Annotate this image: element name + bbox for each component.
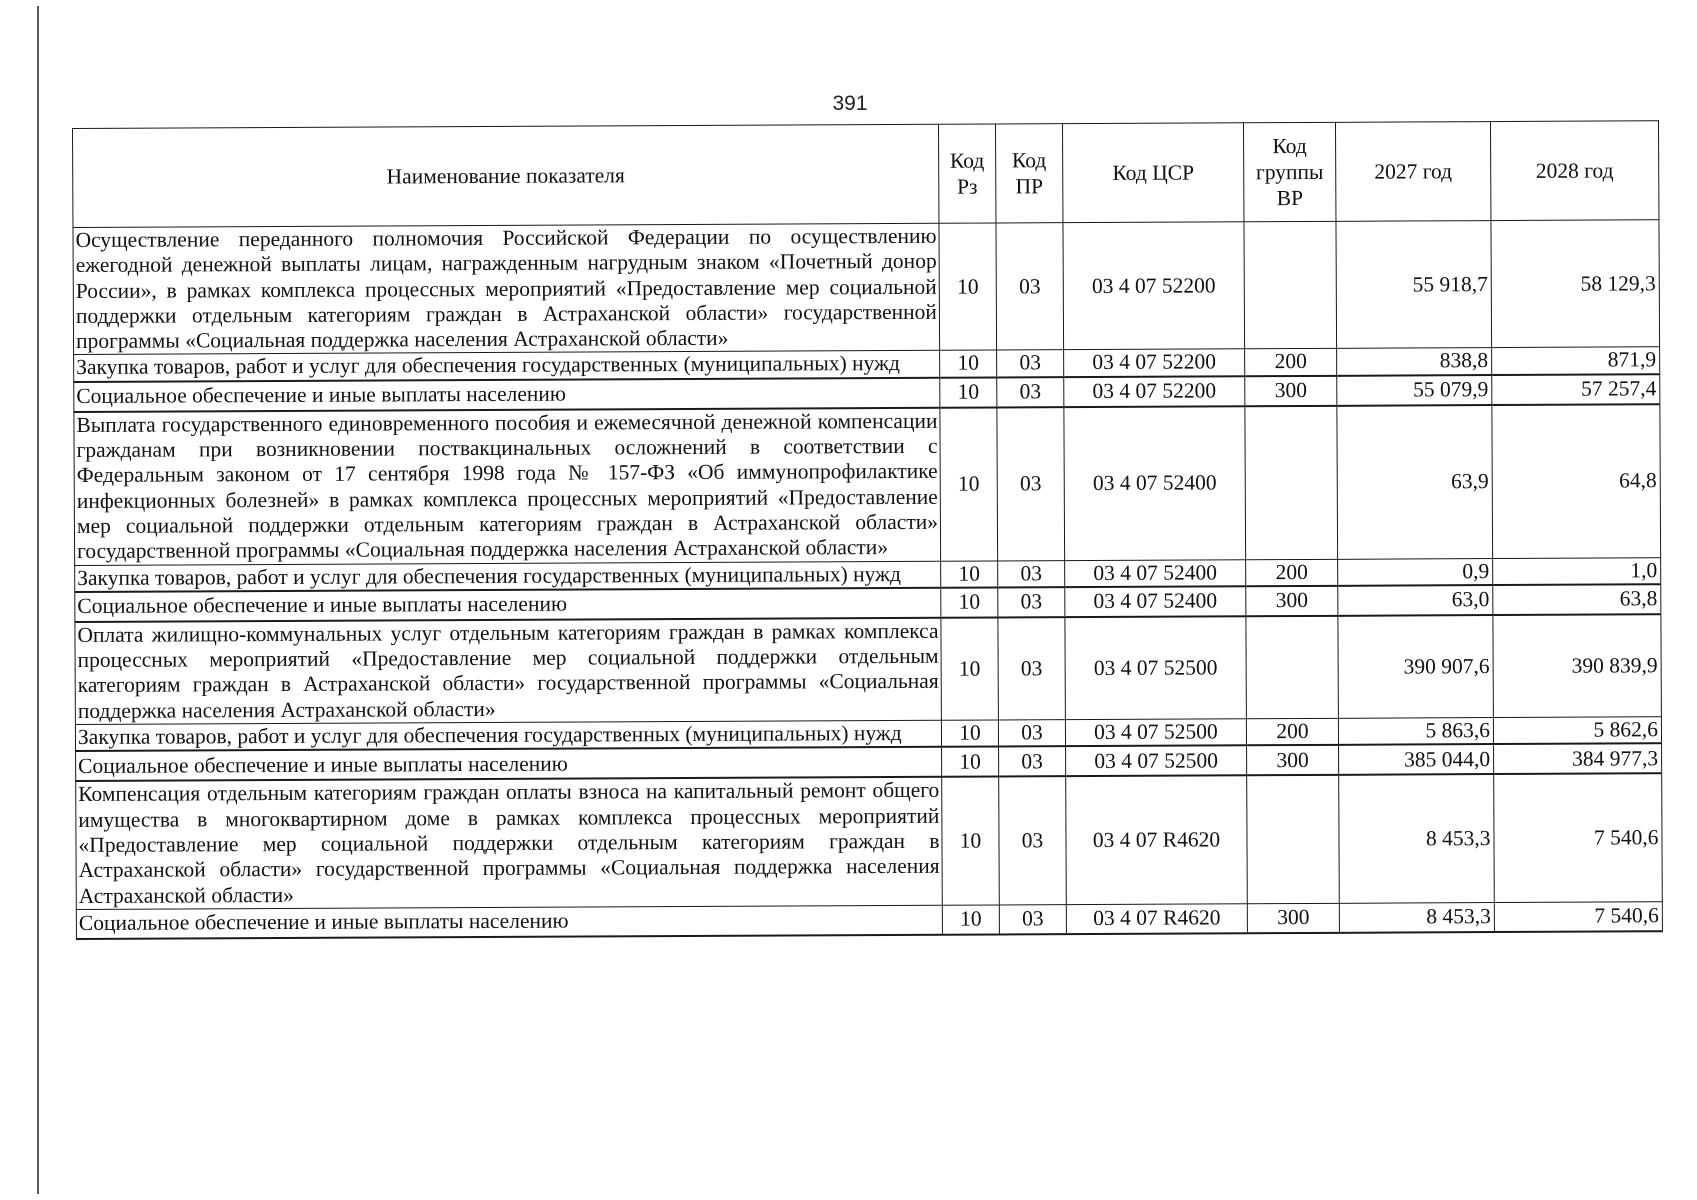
row-rz: 10 xyxy=(940,350,997,377)
page-number: 391 xyxy=(832,92,868,115)
row-rz: 10 xyxy=(941,720,998,747)
row-2028: 390 839,9 xyxy=(1493,614,1661,718)
row-2027: 838,8 xyxy=(1337,348,1492,376)
row-csr: 03 4 07 R4620 xyxy=(1066,904,1247,934)
row-name: Компенсация отдельным категориям граждан оплаты взноса на капитальный ремонт общего имущества в многоквартирном доме в рамках комплекса процессных мероприятий «Предоставление мер социальной поддержки отдельным категориям граждан в Астраханской области» государственной программы «Социальная поддержка населения Астраханской области» xyxy=(76,777,943,909)
row-vr xyxy=(1246,616,1339,719)
row-name: Социальное обеспечение и иные выплаты населению xyxy=(76,905,942,939)
table-row xyxy=(73,220,1660,355)
row-name: Социальное обеспечение и иные выплаты населению xyxy=(75,588,941,622)
row-pr: 03 xyxy=(998,587,1065,617)
row-2027: 63,0 xyxy=(1338,585,1493,616)
row-rz: 10 xyxy=(942,905,999,935)
row-pr: 03 xyxy=(999,776,1067,904)
row-2028: 7 540,6 xyxy=(1494,774,1663,903)
row-2028: 871,9 xyxy=(1492,347,1660,375)
row-2027: 55 918,7 xyxy=(1336,221,1492,349)
row-csr: 03 4 07 52200 xyxy=(1064,349,1245,377)
row-vr: 300 xyxy=(1246,586,1338,616)
header-2028: 2028 год xyxy=(1490,121,1658,221)
row-vr: 200 xyxy=(1245,349,1337,376)
row-2028: 384 977,3 xyxy=(1494,744,1662,775)
row-rz: 10 xyxy=(942,747,999,777)
row-vr xyxy=(1244,221,1337,349)
header-row xyxy=(73,121,1659,228)
header-pr: Код ПР xyxy=(995,124,1062,223)
row-pr: 03 xyxy=(996,223,1064,351)
row-pr: 03 xyxy=(999,746,1066,776)
table-body xyxy=(73,220,1662,939)
row-vr: 200 xyxy=(1246,718,1338,745)
header-csr: Код ЦСР xyxy=(1062,123,1243,223)
row-2028: 64,8 xyxy=(1492,404,1661,558)
table-row xyxy=(75,614,1661,724)
row-2028: 1,0 xyxy=(1493,557,1661,585)
row-name: Оплата жилищно-коммунальных услуг отдельным категориям граждан в рамках комплекса процессных мероприятий «Предоставление мер социальной поддержки отдельным категориям граждан в Астраханской области» государственной программы «Социальная поддержка населения Астраханской области» xyxy=(75,618,941,725)
row-pr: 03 xyxy=(999,904,1066,934)
row-2027: 5 863,6 xyxy=(1338,718,1493,746)
row-2027: 63,9 xyxy=(1337,405,1493,559)
row-rz: 10 xyxy=(941,561,998,588)
row-csr: 03 4 07 52400 xyxy=(1065,559,1246,587)
row-pr: 03 xyxy=(998,617,1066,720)
row-2028: 63,8 xyxy=(1493,584,1661,615)
row-pr: 03 xyxy=(998,560,1065,587)
row-rz: 10 xyxy=(939,223,997,351)
row-2027: 8 453,3 xyxy=(1339,902,1494,932)
row-pr: 03 xyxy=(997,377,1064,407)
row-csr: 03 4 07 52200 xyxy=(1064,376,1245,407)
header-2027: 2027 год xyxy=(1335,122,1490,222)
row-rz: 10 xyxy=(940,407,998,561)
row-2027: 390 907,6 xyxy=(1338,615,1494,718)
row-2028: 5 862,6 xyxy=(1493,717,1661,745)
row-name: Социальное обеспечение и иные выплаты населению xyxy=(74,378,940,412)
row-pr: 03 xyxy=(997,350,1064,377)
row-csr: 03 4 07 R4620 xyxy=(1066,776,1248,905)
row-name: Закупка товаров, работ и услуг для обеспечения государственных (муниципальных) нужд xyxy=(75,720,941,751)
row-2028: 57 257,4 xyxy=(1492,374,1660,405)
header-rz: Код Рз xyxy=(938,124,995,223)
binding-margin-line xyxy=(37,6,39,1194)
row-name: Выплата государственного единовременного пособия и ежемесячной денежной компенсации гражданам при возникновении поствакцинальных осложнений в соответствии с Федеральным законом от 17 сентября 1998 года № 157-ФЗ «Об иммунопрофилактике инфекционных болезней» в рамках комплекса процессных мероприятий «Предоставление мер социальной поддержки отдельным категориям граждан в Астраханской области» государственной программы «Социальная поддержка населения Астраханской области» xyxy=(74,408,941,566)
row-name: Осуществление переданного полномочия Российской Федерации по осуществлению ежегодной денежной выплаты лицам, награжденным нагрудным знаком «Почетный донор России», в рамках комплекса процессных мероприятий «Предоставление мер социальной поддержки отдельным категориям граждан в Астраханской области» государственной программы «Социальная поддержка населения Астраханской области» xyxy=(73,223,940,355)
row-2027: 0,9 xyxy=(1338,558,1493,586)
row-name: Закупка товаров, работ и услуг для обеспечения государственных (муниципальных) нужд xyxy=(74,351,940,382)
header-name: Наименование показателя xyxy=(73,124,939,227)
table-header xyxy=(73,121,1659,228)
header-vr: Код группы ВР xyxy=(1243,122,1335,221)
row-vr xyxy=(1247,775,1340,903)
budget-table xyxy=(72,120,1663,940)
row-vr: 300 xyxy=(1247,745,1339,775)
row-2027: 8 453,3 xyxy=(1339,774,1495,903)
row-name: Закупка товаров, работ и услуг для обеспечения государственных (муниципальных) нужд xyxy=(75,561,941,592)
row-rz: 10 xyxy=(941,617,999,720)
row-name: Социальное обеспечение и иные выплаты населению xyxy=(76,747,942,781)
row-vr: 300 xyxy=(1247,903,1339,933)
row-vr: 300 xyxy=(1245,376,1337,406)
row-rz: 10 xyxy=(942,777,1000,905)
row-rz: 10 xyxy=(940,377,997,407)
row-2027: 385 044,0 xyxy=(1339,744,1494,775)
row-csr: 03 4 07 52400 xyxy=(1065,586,1246,617)
row-csr: 03 4 07 52200 xyxy=(1063,222,1245,350)
table-row xyxy=(76,774,1663,910)
row-2028: 58 129,3 xyxy=(1491,220,1660,348)
row-csr: 03 4 07 52500 xyxy=(1065,616,1246,720)
row-pr: 03 xyxy=(998,720,1065,747)
row-csr: 03 4 07 52500 xyxy=(1066,746,1247,777)
row-vr xyxy=(1245,406,1338,560)
row-rz: 10 xyxy=(941,587,998,617)
row-2027: 55 079,9 xyxy=(1337,375,1492,406)
row-vr: 200 xyxy=(1246,559,1338,586)
row-csr: 03 4 07 52400 xyxy=(1064,406,1246,560)
row-csr: 03 4 07 52500 xyxy=(1065,719,1246,747)
row-2028: 7 540,6 xyxy=(1494,902,1662,932)
row-pr: 03 xyxy=(997,407,1065,561)
table-row xyxy=(74,404,1661,565)
